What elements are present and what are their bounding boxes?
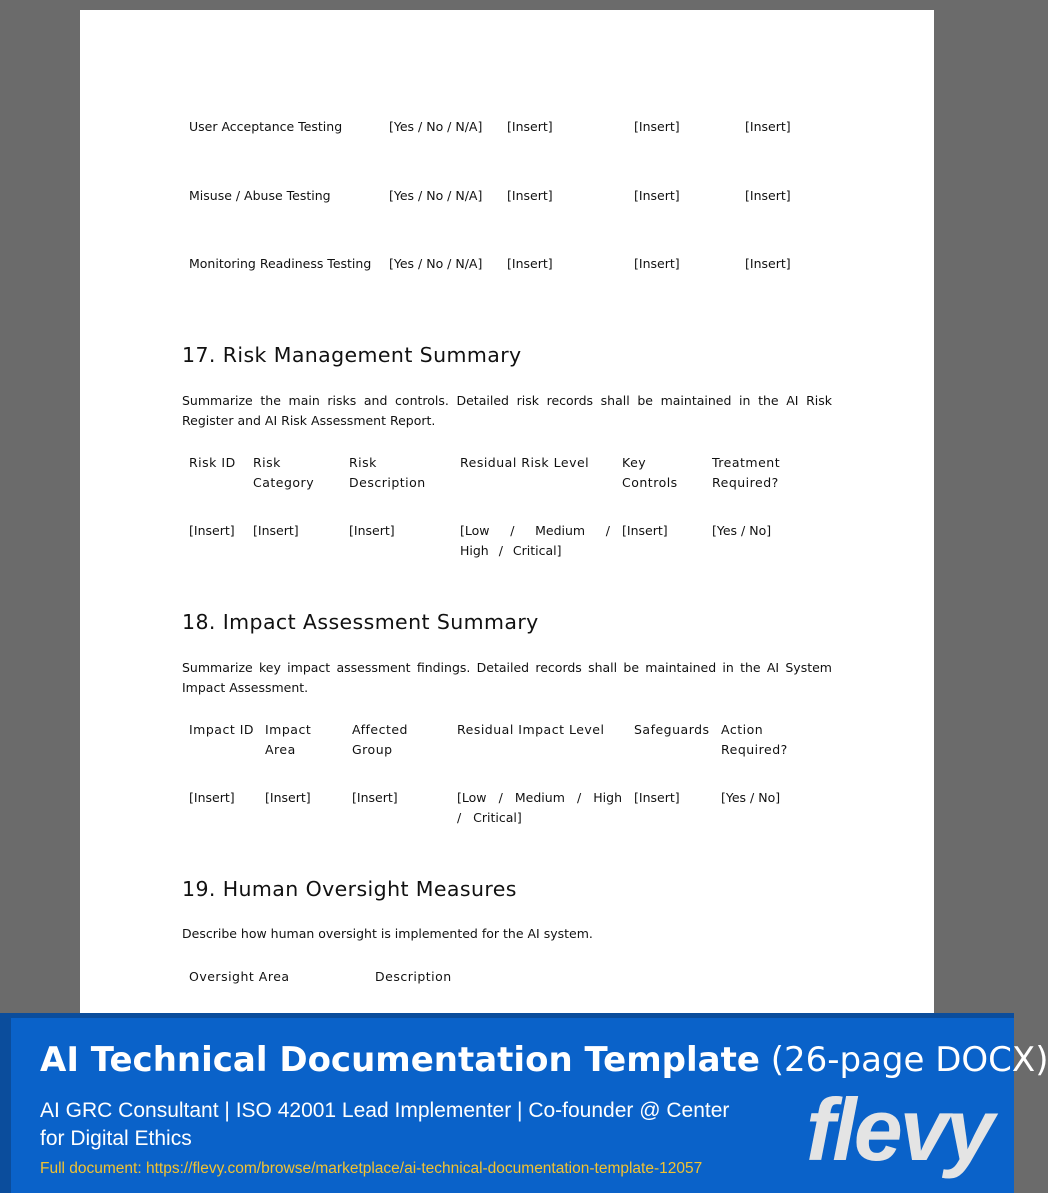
table-header: Risk Category xyxy=(253,455,315,490)
section-heading-oversight: 19. Human Oversight Measures xyxy=(182,877,517,901)
table-cell: [Insert] xyxy=(265,790,311,805)
table-header: Safeguards xyxy=(634,722,710,737)
table-header: Action Required? xyxy=(721,722,788,757)
banner-left-edge xyxy=(0,1013,11,1193)
table-header: Oversight Area xyxy=(189,969,290,984)
table-cell: [Insert] xyxy=(634,188,680,203)
table-header: Treatment Required? xyxy=(712,455,781,490)
banner-author: AI GRC Consultant | ISO 42001 Lead Implementer | Co-founder @ Center for Digital Ethics xyxy=(40,1099,730,1150)
table-cell: [Insert] xyxy=(507,188,553,203)
table-cell: [Yes / No] xyxy=(712,523,772,538)
table-header: Impact ID xyxy=(189,722,255,737)
section-heading-impact: 18. Impact Assessment Summary xyxy=(182,610,539,634)
table-cell: [Insert] xyxy=(349,523,395,538)
table-cell: [Insert] xyxy=(634,790,680,805)
table-cell: [Insert] xyxy=(507,119,553,134)
table-header: Description xyxy=(375,969,452,984)
table-cell: [Low / Medium / High / Critical] xyxy=(460,523,610,558)
banner-title xyxy=(40,1040,1048,1080)
table-cell: [Insert] xyxy=(634,256,680,271)
table-cell: [Yes / No / N/A] xyxy=(389,256,483,271)
table-cell: [Insert] xyxy=(622,523,668,538)
table-header: Risk ID xyxy=(189,455,236,470)
section-intro-oversight: Describe how human oversight is implemented for the AI system. xyxy=(182,926,593,941)
section-intro-impact: Summarize key impact assessment findings. Detailed records shall be maintained in the AI System Impact Assessment. xyxy=(182,660,832,695)
table-cell: [Insert] xyxy=(745,188,791,203)
table-cell: User Acceptance Testing xyxy=(189,119,343,134)
table-cell: [Insert] xyxy=(507,256,553,271)
banner-title-pages: (26-page DOCX) xyxy=(770,1040,1048,1080)
table-cell: [Low / Medium / High / Critical] xyxy=(457,790,622,825)
document-page xyxy=(80,10,934,1013)
banner-document-link[interactable]: Full document: https://flevy.com/browse/marketplace/ai-technical-documentation-template-12057 xyxy=(40,1160,703,1177)
section-heading-risk: 17. Risk Management Summary xyxy=(182,343,522,367)
table-header: Key Controls xyxy=(622,455,678,490)
table-header: Affected Group xyxy=(352,722,408,757)
banner-top-edge xyxy=(0,1013,1014,1018)
table-header: Risk Description xyxy=(349,455,426,490)
table-cell: [Yes / No / N/A] xyxy=(389,188,483,203)
table-header: Impact Area xyxy=(265,722,312,757)
section-intro-risk: Summarize the main risks and controls. Detailed risk records shall be maintained in the AI Risk Register and AI Risk Assessment Report. xyxy=(182,393,832,428)
table-cell: [Insert] xyxy=(253,523,299,538)
table-cell: [Insert] xyxy=(189,790,235,805)
table-cell: Monitoring Readiness Testing xyxy=(189,256,372,271)
table-cell: Misuse / Abuse Testing xyxy=(189,188,331,203)
table-cell: [Insert] xyxy=(745,119,791,134)
table-cell: [Insert] xyxy=(352,790,398,805)
table-cell: [Yes / No] xyxy=(721,790,781,805)
banner-title-main: AI Technical Documentation Template xyxy=(40,1040,760,1080)
flevy-logo: flevy xyxy=(806,1080,992,1179)
table-cell: [Yes / No / N/A] xyxy=(389,119,483,134)
table-cell: [Insert] xyxy=(189,523,235,538)
table-header: Residual Risk Level xyxy=(460,455,590,470)
table-cell: [Insert] xyxy=(634,119,680,134)
table-header: Residual Impact Level xyxy=(457,722,605,737)
table-cell: [Insert] xyxy=(745,256,791,271)
